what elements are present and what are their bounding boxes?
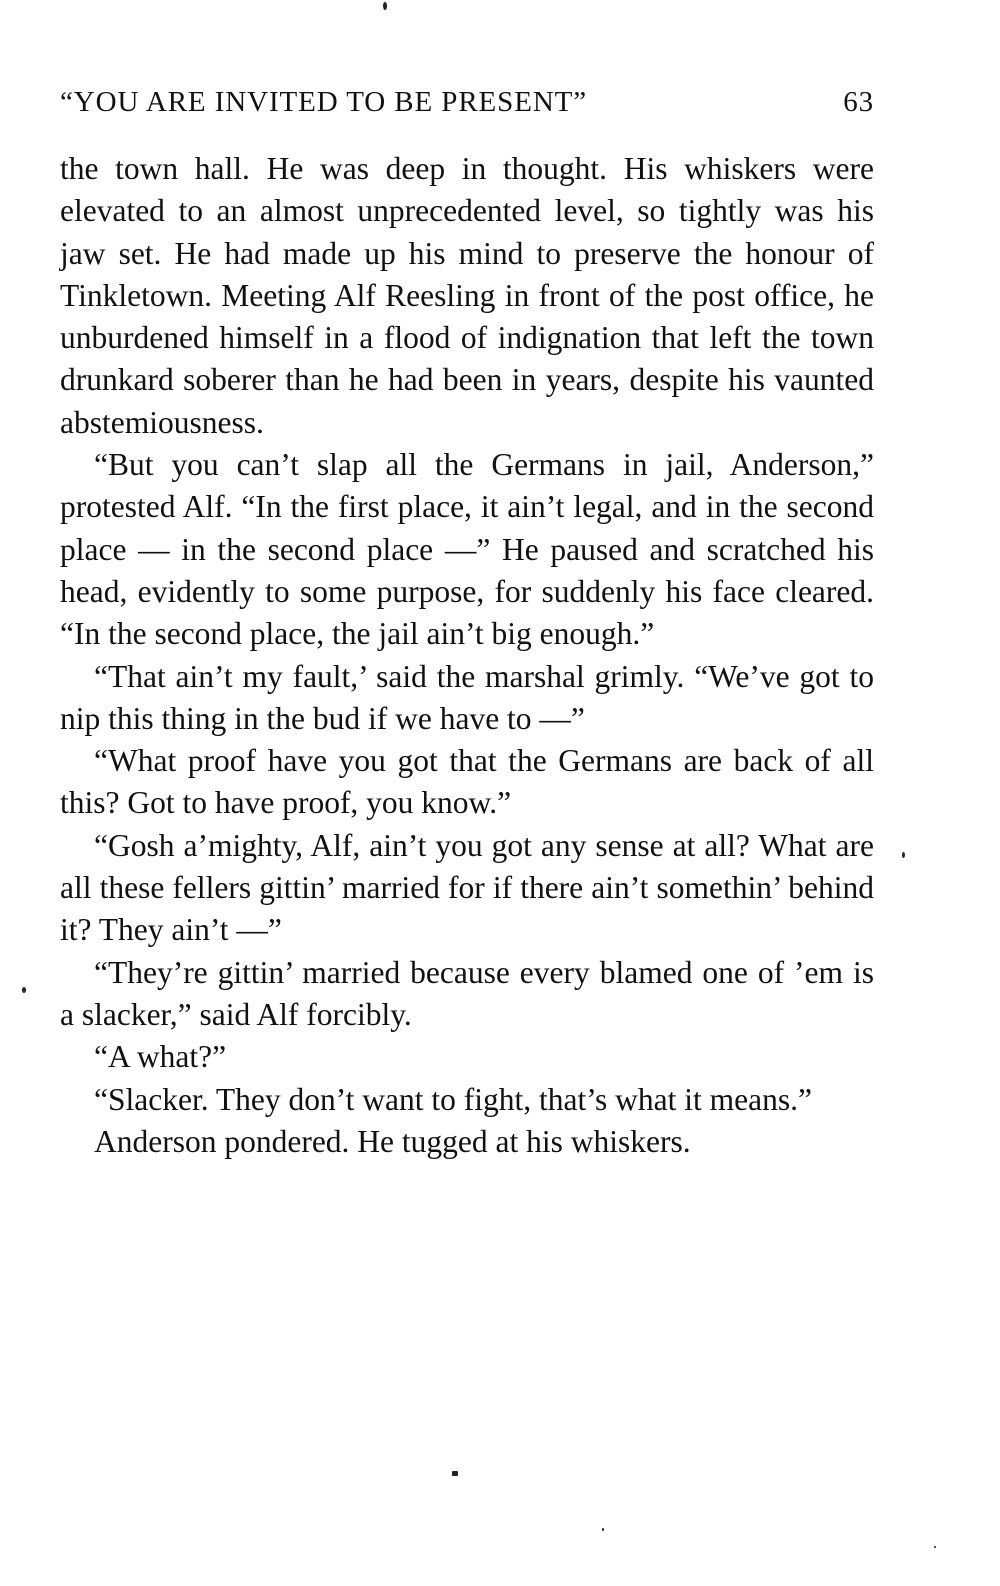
page-number: 63 <box>843 86 874 118</box>
paragraph: Anderson pondered. He tugged at his whiskers. <box>94 1123 691 1159</box>
paragraph: “But you can’t slap all the Germans in jail, Anderson,” protested Alf. “In the first place, it ain’t legal, and in the second place — in the second place —” He paused and scratched his head, evidently to some purpose, for suddenly his face cleared. “In the second place, the jail ain’t big enough.” <box>60 447 874 652</box>
body-text <box>60 148 874 1163</box>
print-speck <box>934 1546 936 1548</box>
print-speck <box>383 2 387 10</box>
running-head <box>60 82 874 122</box>
book-page <box>60 82 874 1163</box>
paragraph: “Gosh a’mighty, Alf, ain’t you got any sense at all? What are all these fellers gittin’ married for if there ain’t somethin’ behind it? They ain’t —” <box>60 827 874 948</box>
paragraph: “A what?” <box>94 1039 227 1075</box>
paragraph: “Slacker. They don’t want to fight, that’s what it means.” <box>94 1081 812 1117</box>
print-speck <box>22 987 26 993</box>
running-title: “YOU ARE INVITED TO BE PRESENT” <box>60 86 588 118</box>
print-speck <box>452 1471 458 1476</box>
print-speck <box>602 1528 604 1531</box>
paragraph: the town hall. He was deep in thought. His whiskers were elevated to an almost unprecedented level, so tightly was his jaw set. He had made up his mind to preserve the honour of Tinkletown. Meeting Alf Reesling in front of the post office, he unburdened himself in a flood of indignation that left the town drunkard soberer than he had been in years, despite his vaunted abstemiousness. <box>60 151 874 440</box>
paragraph: “That ain’t my fault,’ said the marshal grimly. “We’ve got to nip this thing in the bud if we have to —” <box>60 658 874 736</box>
print-speck <box>902 852 905 858</box>
paragraph: “They’re gittin’ married because every blamed one of ’em is a slacker,” said Alf forcibly. <box>60 954 874 1032</box>
paragraph: “What proof have you got that the Germans are back of all this? Got to have proof, you know.” <box>60 743 874 821</box>
